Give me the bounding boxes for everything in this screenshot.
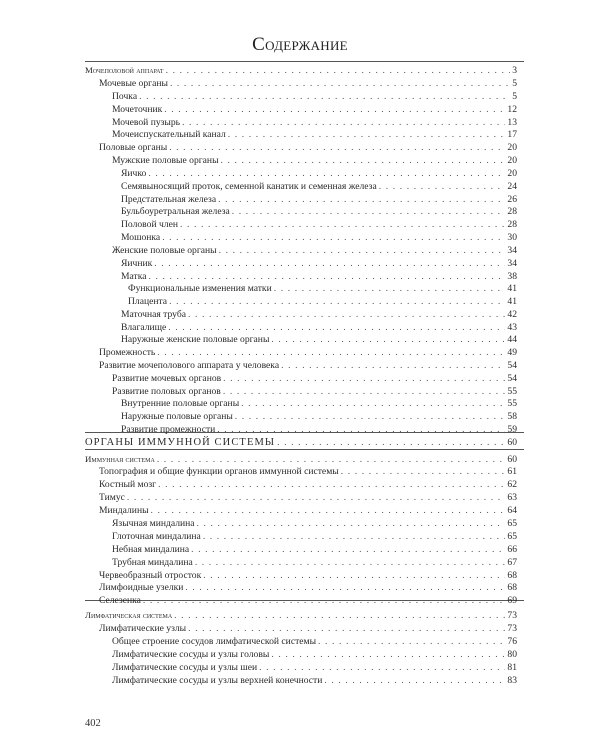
toc-entry-page: 13 <box>507 117 517 128</box>
toc-entry-label: Женские половые органы <box>112 245 217 256</box>
toc-entry <box>121 333 517 346</box>
toc-entry-page: 65 <box>507 518 517 529</box>
toc-entry-label: Развитие половых органов <box>112 386 221 397</box>
toc-entry <box>121 205 517 218</box>
toc-entry-page: 68 <box>507 570 517 581</box>
toc-entry <box>99 491 517 504</box>
toc-entry-page: 58 <box>507 411 517 422</box>
toc-entry-page: 64 <box>507 505 517 516</box>
toc-entry-label: Иммунная система <box>85 454 155 464</box>
toc-entry-page: 67 <box>507 557 517 568</box>
toc-entry <box>112 244 517 257</box>
toc-entry-page: 62 <box>507 479 517 490</box>
dot-leader <box>180 218 505 231</box>
toc-entry <box>85 64 517 77</box>
toc-entry-label: Общее строение сосудов лимфатической системы <box>112 636 317 647</box>
dot-leader <box>166 64 511 77</box>
dot-leader <box>185 581 505 594</box>
toc-entry-page: 43 <box>507 322 517 333</box>
toc-entry <box>99 581 517 594</box>
toc-entry <box>121 423 517 436</box>
toc-entry-page: 26 <box>507 194 517 205</box>
top-rule <box>85 61 524 62</box>
toc-entry-label: Половой член <box>121 219 178 230</box>
toc-entry-page: 59 <box>507 424 517 435</box>
toc-entry-page: 34 <box>507 258 517 269</box>
toc-entry <box>112 543 517 556</box>
toc-entry-label: Червеобразный отросток <box>99 570 202 581</box>
toc-entry <box>99 346 517 359</box>
toc-entry-label: Развитие промежности <box>121 424 216 435</box>
toc-entry-label: Мочевые органы <box>99 78 168 89</box>
toc-entry-label: Мочевой пузырь <box>112 117 181 128</box>
toc-entry-page: 5 <box>512 78 517 89</box>
dot-leader <box>154 257 505 270</box>
dot-leader <box>195 556 506 569</box>
toc-entry-page: 41 <box>507 296 517 307</box>
toc-entry <box>112 517 517 530</box>
toc-entry <box>112 128 517 141</box>
toc-entry-label: Промежность <box>99 347 156 358</box>
toc-entry-label: Лимфоидные узелки <box>99 582 184 593</box>
toc-entry-page: 3 <box>512 65 517 76</box>
toc-entry-label: Развитие мочеполового аппарата у человека <box>99 360 280 371</box>
section-divider-lower <box>85 449 524 450</box>
dot-leader <box>143 594 506 607</box>
toc-entry-page: 42 <box>507 309 517 320</box>
dot-leader <box>197 517 506 530</box>
toc-entry <box>112 154 517 167</box>
toc-entry-page: 20 <box>507 155 517 166</box>
toc-entry <box>99 359 517 372</box>
toc-entry-label: Глоточная миндалина <box>112 531 201 542</box>
dot-leader <box>158 478 505 491</box>
toc-entry-page: 5 <box>512 91 517 102</box>
toc-entry-page: 55 <box>507 386 517 397</box>
toc-entry <box>99 141 517 154</box>
dot-leader <box>271 648 505 661</box>
toc-entry-label: Матка <box>121 271 147 282</box>
toc-entry <box>99 478 517 491</box>
toc-entry-page: 60 <box>507 454 517 465</box>
dot-leader <box>164 103 505 116</box>
toc-entry-label: Селезенка <box>99 595 141 606</box>
dot-leader <box>217 423 505 436</box>
toc-entry-page: 41 <box>507 283 517 294</box>
toc-entry-page: 65 <box>507 531 517 542</box>
toc-entry-page: 12 <box>507 104 517 115</box>
toc-entry-page: 81 <box>507 662 517 673</box>
dot-leader <box>169 295 505 308</box>
toc-entry <box>112 372 517 385</box>
toc-entry-label: Лимфатические узлы <box>99 623 187 634</box>
dot-leader <box>203 530 506 543</box>
toc-entry-page: 30 <box>507 232 517 243</box>
toc-entry-page: 73 <box>507 623 517 634</box>
toc-entry-page: 38 <box>507 271 517 282</box>
toc-entry-page: 34 <box>507 245 517 256</box>
toc-entry-page: 73 <box>507 610 517 621</box>
toc-entry-label: Почка <box>112 91 138 102</box>
page-title: Содержание <box>252 34 348 55</box>
toc-entry <box>121 231 517 244</box>
toc-entry-label: Небная миндалина <box>112 544 190 555</box>
toc-entry <box>112 556 517 569</box>
toc-entry <box>99 594 517 607</box>
toc-entry-label: Внутренние половые органы <box>121 398 240 409</box>
toc-entry-label: Мужские половые органы <box>112 155 219 166</box>
toc-entry-label: Лимфатическая система <box>85 610 173 620</box>
toc-entry-page: 20 <box>507 142 517 153</box>
toc-entry-label: Наружные женские половые органы <box>121 334 270 345</box>
toc-entry-page: 60 <box>507 437 517 448</box>
toc-entry <box>112 674 517 687</box>
toc-entry <box>121 410 517 423</box>
dot-leader <box>277 436 505 449</box>
toc-entry <box>112 90 517 103</box>
toc-entry-label: Костный мозг <box>99 479 157 490</box>
toc-entry-page: 54 <box>507 360 517 371</box>
dot-leader <box>148 167 505 180</box>
toc-entry-label: Функциональные изменения матки <box>128 283 272 294</box>
toc-entry <box>121 308 517 321</box>
toc-entry <box>128 282 517 295</box>
toc-entry-label: Влагалище <box>121 322 167 333</box>
toc-entry <box>121 257 517 270</box>
toc-entry-page: 28 <box>507 219 517 230</box>
toc-entry-label: Мочеполовой аппарат <box>85 65 164 75</box>
toc-entry-page: 49 <box>507 347 517 358</box>
dot-leader <box>379 180 506 193</box>
dot-leader <box>223 372 505 385</box>
toc-entry-label: Половые органы <box>99 142 168 153</box>
toc-entry-page: 24 <box>507 181 517 192</box>
toc-entry-label: Маточная труба <box>121 309 186 320</box>
dot-leader <box>127 491 506 504</box>
toc-entry-page: 54 <box>507 373 517 384</box>
toc-entry-label: Мошонка <box>121 232 161 243</box>
toc-entry <box>128 295 517 308</box>
toc-entry-label: Яичник <box>121 258 153 269</box>
toc-entry-page: 66 <box>507 544 517 555</box>
toc-entry-label: ОРГАНЫ ИММУННОЙ СИСТЕМЫ <box>85 437 276 448</box>
dot-leader <box>162 231 505 244</box>
dot-leader <box>174 609 505 622</box>
toc-entry-label: Лимфатические сосуды и узлы головы <box>112 649 270 660</box>
toc-entry-page: 17 <box>507 129 517 140</box>
toc-entry <box>121 397 517 410</box>
toc-entry <box>99 77 517 90</box>
toc-entry-label: Язычная миндалина <box>112 518 195 529</box>
toc-entry-label: Миндалины <box>99 505 149 516</box>
toc-entry-page: 28 <box>507 206 517 217</box>
dot-leader <box>232 205 506 218</box>
toc-entry-page: 69 <box>507 595 517 606</box>
toc-entry-label: Трубная миндалина <box>112 557 193 568</box>
toc-entry <box>99 504 517 517</box>
toc-entry <box>121 180 517 193</box>
toc-entry-page: 55 <box>507 398 517 409</box>
toc-entry-page: 83 <box>507 675 517 686</box>
toc-entry <box>99 465 517 478</box>
toc-entry-label: Наружные половые органы <box>121 411 233 422</box>
dot-leader <box>318 635 505 648</box>
toc-entry-label: Топография и общие функции органов иммунной системы <box>99 466 339 477</box>
dot-leader <box>221 154 506 167</box>
dot-leader <box>324 674 505 687</box>
toc-entry-label: Семявыносящий проток, семенной канатик и семенная железа <box>121 181 377 192</box>
toc-entry <box>85 436 517 449</box>
toc-entry-label: Мочеиспускательный канал <box>112 129 226 140</box>
toc-entry-label: Лимфатические сосуды и узлы шеи <box>112 662 258 673</box>
toc-entry <box>112 635 517 648</box>
toc-entry-label: Яичко <box>121 168 147 179</box>
dot-leader <box>235 410 506 423</box>
toc-entry <box>121 218 517 231</box>
toc-entry <box>112 648 517 661</box>
toc-entry-label: Бульбоуретральная железа <box>121 206 230 217</box>
toc-entry-page: 20 <box>507 168 517 179</box>
dot-leader <box>341 465 506 478</box>
dot-leader <box>169 141 505 154</box>
toc-entry-page: 63 <box>507 492 517 503</box>
dot-leader <box>219 244 506 257</box>
page-number: 402 <box>85 718 101 729</box>
dot-leader <box>188 308 505 321</box>
dot-leader <box>151 504 506 517</box>
dot-leader <box>191 543 505 556</box>
dot-leader <box>188 622 505 635</box>
dot-leader <box>274 282 506 295</box>
toc-entry-label: Лимфатические сосуды и узлы верхней конечности <box>112 675 323 686</box>
toc-entry-page: 80 <box>507 649 517 660</box>
toc-entry-page: 68 <box>507 582 517 593</box>
toc-entry <box>112 661 517 674</box>
toc-entry-label: Плацента <box>128 296 168 307</box>
toc-entry <box>99 622 517 635</box>
dot-leader <box>241 397 505 410</box>
toc-entry-page: 44 <box>507 334 517 345</box>
dot-leader <box>170 77 510 90</box>
dot-leader <box>157 346 505 359</box>
toc-entry <box>112 530 517 543</box>
dot-leader <box>139 90 510 103</box>
dot-leader <box>281 359 505 372</box>
toc-entry-label: Тимус <box>99 492 125 503</box>
toc-entry <box>85 609 517 622</box>
toc-entry-label: Развитие мочевых органов <box>112 373 222 384</box>
toc-entry <box>121 167 517 180</box>
dot-leader <box>271 333 505 346</box>
toc-entry <box>112 103 517 116</box>
toc-entry-label: Мочеточник <box>112 104 163 115</box>
dot-leader <box>259 661 505 674</box>
toc-entry-page: 61 <box>507 466 517 477</box>
toc-entry-page: 76 <box>507 636 517 647</box>
toc-entry-label: Предстательная железа <box>121 194 217 205</box>
dot-leader <box>228 128 506 141</box>
